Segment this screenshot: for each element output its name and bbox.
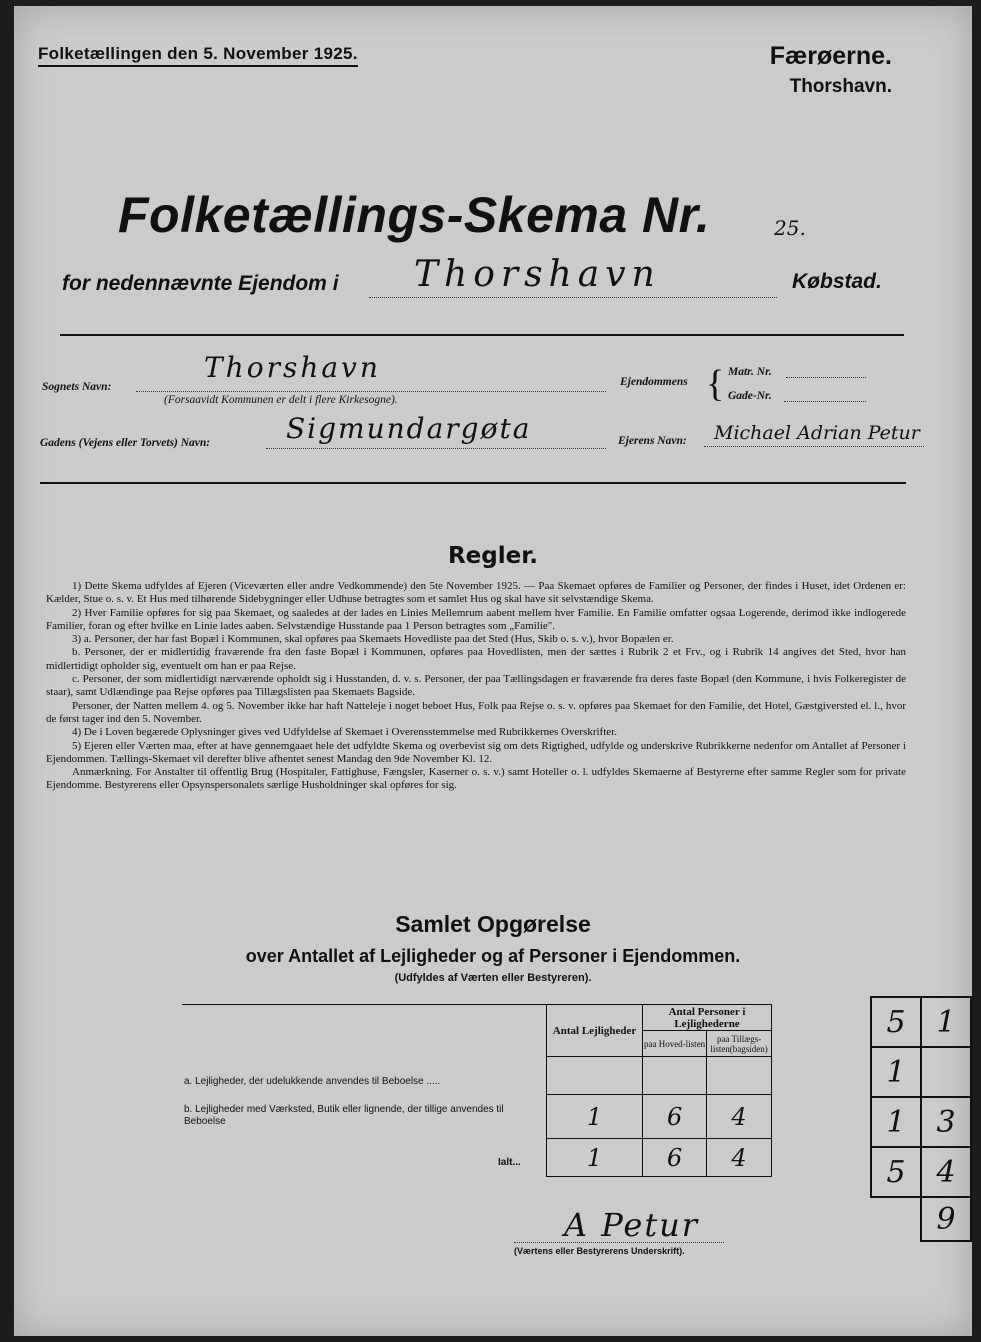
row-total-apartments: 1	[547, 1139, 643, 1177]
tally-cell: 1	[871, 1047, 921, 1097]
owner-handwritten: Michael Adrian Petur	[714, 422, 920, 444]
col-header-persons: Antal Personer i Lejlighederne	[643, 1005, 772, 1031]
country-name: Færøerne.	[769, 42, 892, 70]
property-brace-icon: {	[706, 363, 725, 405]
parish-handwritten: Thorshavn	[204, 351, 381, 384]
row-b-label: b. Lejligheder med Værksted, Butik eller lignende, der tillige anvendes til Beboelse	[184, 1104, 504, 1127]
row-a-suppl	[707, 1057, 772, 1095]
signature-handwritten: A Petur	[564, 1206, 700, 1244]
rules-title: Regler.	[447, 543, 539, 569]
signature-caption: (Værtens eller Bestyrerens Underskrift).	[514, 1246, 685, 1256]
town-handwritten: Thorshavn	[414, 254, 661, 295]
rule-paragraph: Anmærkning. For Anstalter til offentlig Brug (Hospitaler, Fattighuse, Fængsler, Kaserner o. s. v.) samt Hoteller o. l. udfyldes Skemaerne af Bestyrerne efter samme Regler som for private Ejendomme. Bestyrerens eller Opsynspersonalets særlige Husholdninger skal opføres for sig.	[46, 766, 906, 792]
rule-paragraph: 3) a. Personer, der har fast Bopæl i Kommunen, skal opføres paa Skemaets Hovedliste paa det Sted (Hus, Skib o. s. v.), hvor Bopælen er.	[72, 633, 674, 646]
tally-cell: 3	[921, 1097, 971, 1147]
tally-cell: 5	[871, 1147, 921, 1197]
town-fill-line	[369, 297, 777, 298]
owner-fill-line	[704, 446, 924, 447]
parish-label: Sognets Navn:	[42, 381, 112, 393]
tally-cell: 1	[871, 1097, 921, 1147]
street-label: Gadens (Vejens eller Torvets) Navn:	[40, 437, 211, 449]
col-header-main-list: paa Hoved-listen	[643, 1031, 707, 1057]
form-title: Folketællings-Skema Nr.	[118, 187, 711, 243]
gade-label: Gade-Nr.	[728, 390, 772, 402]
col-header-apartments: Antal Lejligheder	[547, 1005, 643, 1057]
town-name: Thorshavn.	[789, 76, 892, 97]
rule-paragraph: 4) De i Loven begærede Oplysninger gives ved Udfyldelse af Skemaet i Overensstemmelse med Rubrikkernes Overskrifter.	[72, 726, 617, 739]
row-total-suppl: 4	[707, 1139, 772, 1177]
tally-cell: 9	[921, 1197, 971, 1241]
rule-paragraph: c. Personer, der som midlertidigt nærværende opholdt sig i Husstanden, d. v. s. Personer, der paa Tællingsdagen er fraværende fra deres faste Bopæl (den Kommune, i hvis Folkeregister de staar), samt Udlændinge paa Rejse opføres paa Tillægslisten paa Skemaets Bagside.	[46, 673, 906, 699]
divider-top	[60, 334, 904, 336]
row-a-main	[643, 1057, 707, 1095]
summary-table	[546, 1004, 772, 1177]
census-date-header: Folketællingen den 5. November 1925.	[38, 44, 358, 67]
tally-cell	[871, 1197, 921, 1241]
summary-note: (Udfyldes af Værten eller Bestyreren).	[394, 972, 592, 984]
form-subtitle: for nedennævnte Ejendom i	[62, 272, 339, 295]
rule-paragraph: Personer, der Natten mellem 4. og 5. November ikke har haft Natteleje i noget beboet Hus, Folk paa Rejse o. s. v. opføres paa Skemaet for den Familie, det Hotel, Gæstgiversted el. l., hvor de først tager ind den 5. November.	[46, 699, 906, 725]
street-handwritten: Sigmundargøta	[286, 412, 532, 445]
tally-cell: 1	[921, 997, 971, 1047]
summary-title: Samlet Opgørelse	[395, 911, 591, 937]
signature-line	[514, 1242, 724, 1243]
rule-paragraph: 5) Ejeren eller Værten maa, efter at have gennemgaaet hele det udfyldte Skema og overbevist sig om dets Rigtighed, udfylde og underskrive Rubrikkerne nedenfor om Antallet af Personer i Ejendommen. Tællings-Skemaet vil derefter blive afhentet senest Mandag den 9de November Kl. 12.	[46, 739, 906, 765]
divider-mid	[40, 482, 906, 484]
parish-note: (Forsaavidt Kommunen er delt i flere Kirkesogne).	[164, 394, 398, 406]
town-type: Købstad.	[792, 270, 882, 293]
tally-grid	[870, 996, 972, 1242]
census-form-page	[14, 6, 972, 1336]
row-b-main: 6	[643, 1095, 707, 1139]
street-fill-line	[266, 448, 606, 449]
gade-fill-line	[784, 401, 866, 402]
row-a-label: a. Lejligheder, der udelukkende anvendes til Beboelse .....	[184, 1076, 441, 1087]
matr-label: Matr. Nr.	[728, 366, 772, 378]
col-header-suppl-list: paa Tillægs-listen(bagsiden)	[707, 1031, 772, 1057]
rule-paragraph: 2) Hver Familie opføres for sig paa Skemaet, og saaledes at der lades en Linies Mellemrum aabent mellem hver Familie. En Familie omfatter ogsaa Logerende, derimod ikke indlogerede Familier, foran og efter hvilke en Linie lades aaben. Selvstændige Husstande paa 1 Person betragtes som „Familie".	[46, 606, 906, 632]
tally-cell: 4	[921, 1147, 971, 1197]
row-b-apartments: 1	[547, 1095, 643, 1139]
form-number-handwritten: 25.	[774, 216, 806, 240]
row-total-label: Ialt...	[498, 1157, 521, 1168]
row-b-suppl: 4	[707, 1095, 772, 1139]
rules-text	[46, 580, 906, 793]
rule-paragraph: b. Personer, der er midlertidig fraværende fra den faste Bopæl i Kommunen, opføres paa Hovedlisten, men der sættes i Rubrik 2 et Frv., og i Rubrik 14 angives det Sted, hvor han midlertidigt opholder sig, eventuelt om han er paa Rejse.	[46, 646, 906, 672]
parish-fill-line	[136, 391, 606, 392]
row-total-main: 6	[643, 1139, 707, 1177]
row-a-apartments	[547, 1057, 643, 1095]
owner-label: Ejerens Navn:	[618, 435, 687, 447]
matr-fill-line	[786, 377, 866, 378]
tally-cell	[921, 1047, 971, 1097]
tally-cell: 5	[871, 997, 921, 1047]
property-label: Ejendommens	[620, 376, 688, 388]
summary-subtitle: over Antallet af Lejligheder og af Personer i Ejendommen.	[245, 946, 741, 966]
rule-paragraph: 1) Dette Skema udfyldes af Ejeren (Viceværten eller andre Vedkommende) den 5te November 1925. — Paa Skemaet opføres de Familier og Personer, der findes i Huset, idet Ordenen er: Kælder, Stue o. s. v. Et Hus med tilhørende Sidebygninger eller Udhuse betragtes som et samlet Hus og skal have sit selvstændige Skema.	[46, 580, 906, 606]
